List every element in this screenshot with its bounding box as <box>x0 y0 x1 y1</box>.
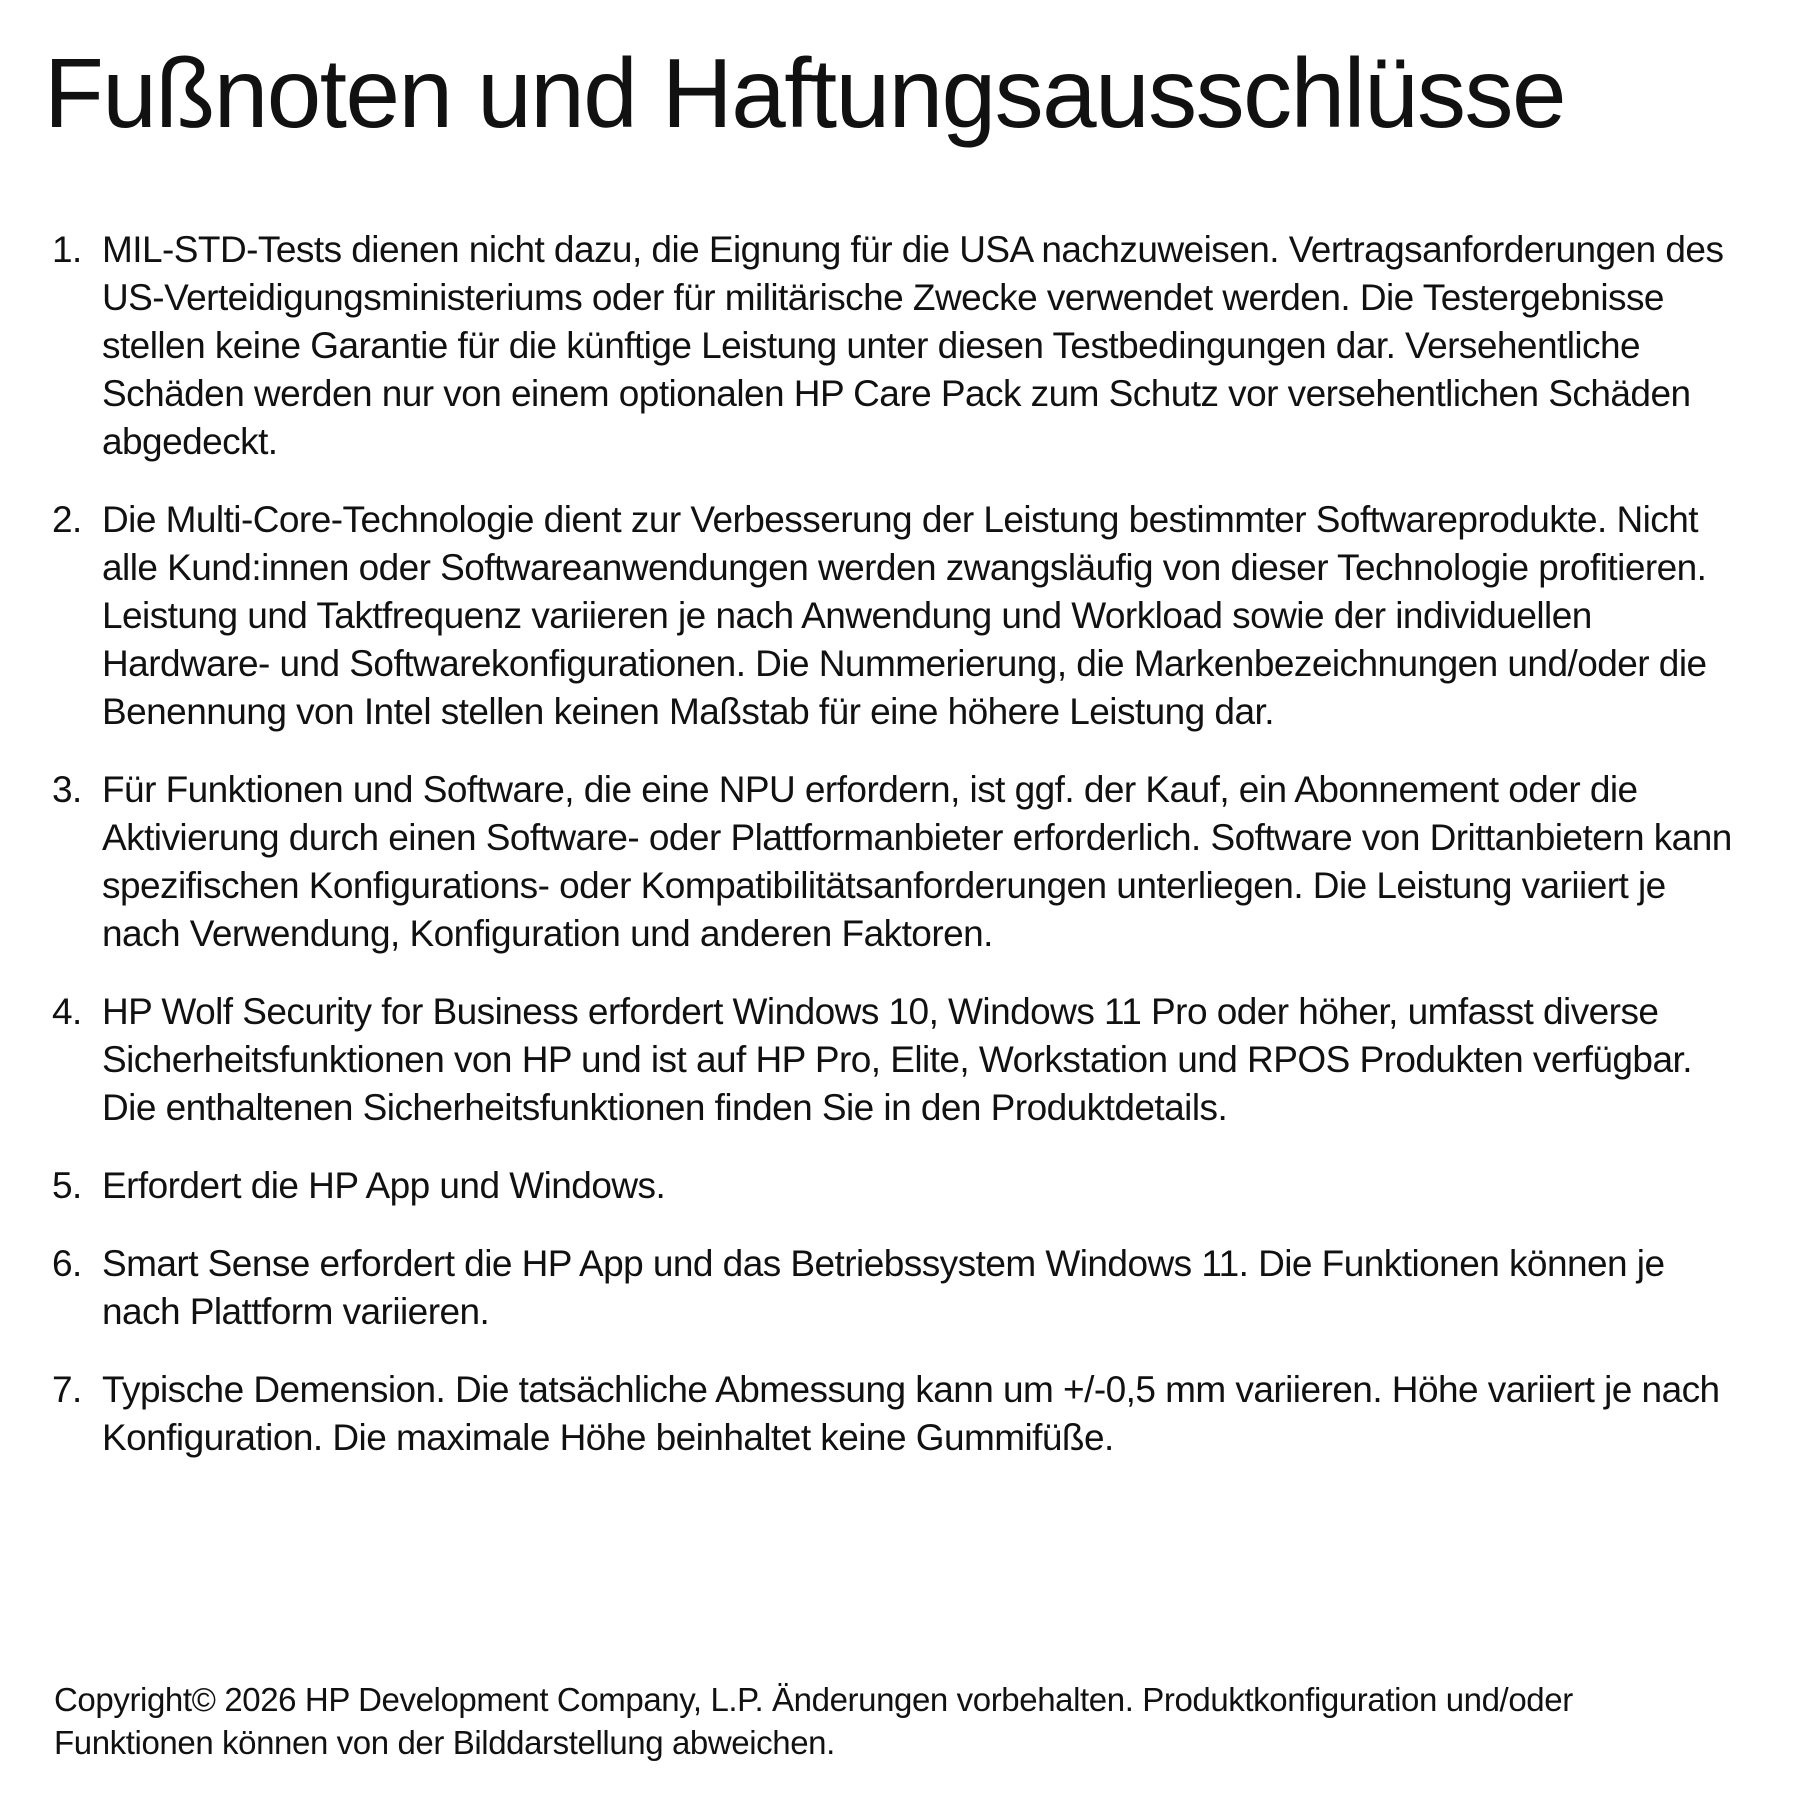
footnote-number: 1. <box>52 229 82 270</box>
footnote-number: 5. <box>52 1165 82 1206</box>
footnote-text: Für Funktionen und Software, die eine NPU erfordern, ist ggf. der Kauf, ein Abonnement oder die Aktivierung durch einen Software- oder Plattformanbieter erforderlich. Software von Drittanbietern kann spezifischen Konfigurations- oder Kompatibilitätsanforderungen unterliegen. Die Leistung variiert je nach Verwendung, Konfiguration und anderen Faktoren. <box>102 769 1732 954</box>
footnote-number: 2. <box>52 499 82 540</box>
footnote-item <box>52 1162 1752 1210</box>
footnote-text: Die Multi-Core-Technologie dient zur Verbesserung der Leistung bestimmter Softwareprodukte. Nicht alle Kund:innen oder Softwareanwendungen werden zwangsläufig von dieser Technologie profitieren. Leistung und Taktfrequenz variieren je nach Anwendung und Workload sowie der individuellen Hardware- und Softwarekonfigurationen. Die Nummerierung, die Markenbezeichnungen und/oder die Benennung von Intel stellen keinen Maßstab für eine höhere Leistung dar. <box>102 499 1707 732</box>
footnote-text: MIL-STD-Tests dienen nicht dazu, die Eignung für die USA nachzuweisen. Vertragsanforderungen des US-Verteidigungsministeriums oder für militärische Zwecke verwendet werden. Die Testergebnisse stellen keine Garantie für die künftige Leistung unter diesen Testbedingungen dar. Versehentliche Schäden werden nur von einem optionalen HP Care Pack zum Schutz vor versehentlichen Schäden abgedeckt. <box>102 229 1724 462</box>
footnote-item <box>52 226 1752 466</box>
page-title: Fußnoten und Haftungsausschlüsse <box>44 38 1565 148</box>
footnote-item <box>52 988 1752 1132</box>
footnote-number: 7. <box>52 1369 82 1410</box>
footnote-number: 6. <box>52 1243 82 1284</box>
footnote-text: Erfordert die HP App und Windows. <box>102 1165 666 1206</box>
footnote-item <box>52 496 1752 736</box>
copyright-notice: Copyright© 2026 HP Development Company, L.P. Änderungen vorbehalten. Produktkonfiguration und/oder Funktionen können von der Bilddarstellung abweichen. <box>54 1681 1573 1761</box>
footnote-number: 3. <box>52 769 82 810</box>
footnote-item <box>52 766 1752 958</box>
footnote-text: HP Wolf Security for Business erfordert Windows 10, Windows 11 Pro oder höher, umfasst diverse Sicherheitsfunktionen von HP und ist auf HP Pro, Elite, Workstation und RPOS Produkten verfügbar. Die enthaltenen Sicherheitsfunktionen finden Sie in den Produktdetails. <box>102 991 1692 1128</box>
footnote-number: 4. <box>52 991 82 1032</box>
footnote-text: Typische Demension. Die tatsächliche Abmessung kann um +/-0,5 mm variieren. Höhe variiert je nach Konfiguration. Die maximale Höhe beinhaltet keine Gummifüße. <box>102 1369 1720 1458</box>
footnote-item <box>52 1366 1752 1462</box>
footnote-text: Smart Sense erfordert die HP App und das Betriebssystem Windows 11. Die Funktionen können je nach Plattform variieren. <box>102 1243 1665 1332</box>
footnote-item <box>52 1240 1752 1336</box>
footnote-list <box>52 226 1752 1492</box>
